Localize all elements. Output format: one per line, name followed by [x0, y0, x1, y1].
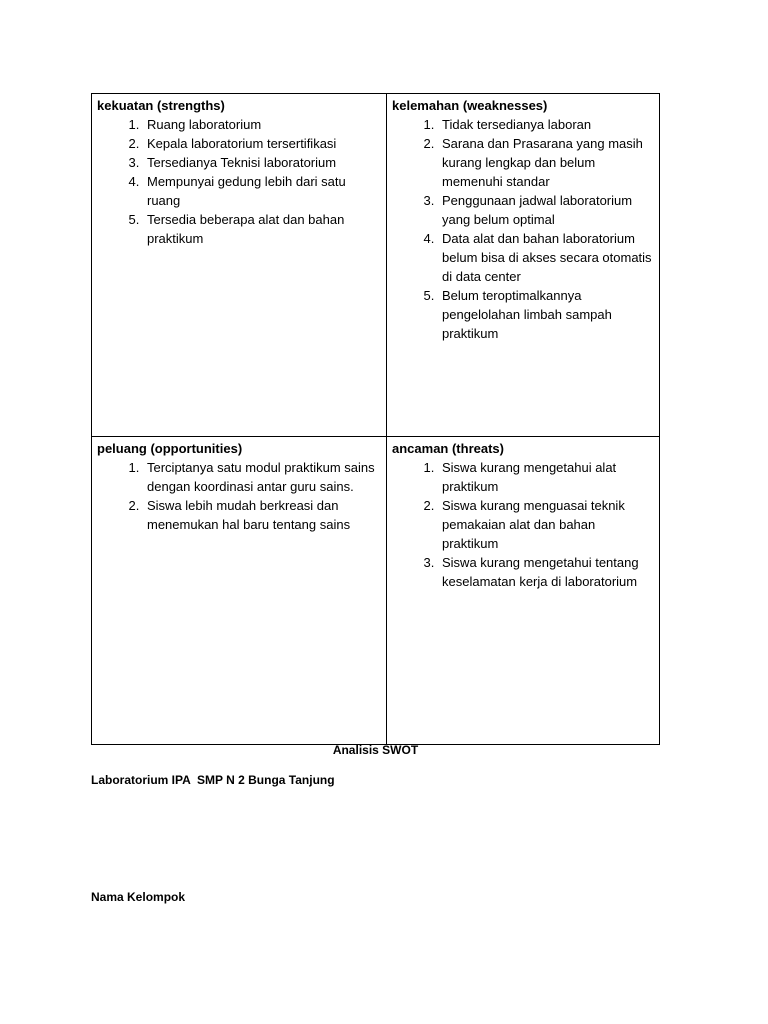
- opportunities-item: 2. Siswa lebih mudah berkreasi dan menemukan hal baru tentang sains: [143, 496, 381, 534]
- strengths-item: 2. Kepala laboratorium tersertifikasi: [143, 134, 381, 153]
- strengths-item: 5. Tersedia beberapa alat dan bahan praktikum: [143, 210, 381, 248]
- strengths-item: 4. Mempunyai gedung lebih dari satu ruang: [143, 172, 381, 210]
- swot-row-top: [92, 94, 660, 437]
- strengths-heading: kekuatan (strengths): [97, 98, 225, 113]
- threats-item: 2. Siswa kurang menguasai teknik pemakaian alat dan bahan praktikum: [438, 496, 654, 553]
- weaknesses-list: [392, 115, 654, 343]
- threats-item: 3. Siswa kurang mengetahui tentang keselamatan kerja di laboratorium: [438, 553, 654, 591]
- threats-item: 1. Siswa kurang mengetahui alat praktikum: [438, 458, 654, 496]
- swot-table: [91, 93, 660, 745]
- opportunities-list: [97, 458, 381, 534]
- group-name-label: Nama Kelompok: [91, 890, 186, 904]
- weaknesses-item: 2. Sarana dan Prasarana yang masih kurang lengkap dan belum memenuhi standar: [438, 134, 654, 191]
- threats-list: [392, 458, 654, 591]
- opportunities-heading: peluang (opportunities): [97, 441, 243, 456]
- threats-cell: [387, 437, 660, 745]
- strengths-cell: [92, 94, 387, 437]
- threats-heading: ancaman (threats): [392, 441, 504, 456]
- weaknesses-item: 4. Data alat dan bahan laboratorium belum bisa di akses secara otomatis di data center: [438, 229, 654, 286]
- opportunities-cell: [92, 437, 387, 745]
- table-caption: Analisis SWOT: [332, 743, 419, 757]
- weaknesses-cell: [387, 94, 660, 437]
- weaknesses-heading: kelemahan (weaknesses): [392, 98, 548, 113]
- opportunities-item: 1. Terciptanya satu modul praktikum sains dengan koordinasi antar guru sains.: [143, 458, 381, 496]
- strengths-list: [97, 115, 381, 248]
- swot-row-bottom: [92, 437, 660, 745]
- strengths-item: 1. Ruang laboratorium: [143, 115, 381, 134]
- strengths-item: 3. Tersedianya Teknisi laboratorium: [143, 153, 381, 172]
- weaknesses-item: 1. Tidak tersedianya laboran: [438, 115, 654, 134]
- weaknesses-item: 5. Belum teroptimalkannya pengelolahan limbah sampah praktikum: [438, 286, 654, 343]
- lab-title: Laboratorium IPA SMP N 2 Bunga Tanjung: [91, 773, 335, 787]
- weaknesses-item: 3. Penggunaan jadwal laboratorium yang belum optimal: [438, 191, 654, 229]
